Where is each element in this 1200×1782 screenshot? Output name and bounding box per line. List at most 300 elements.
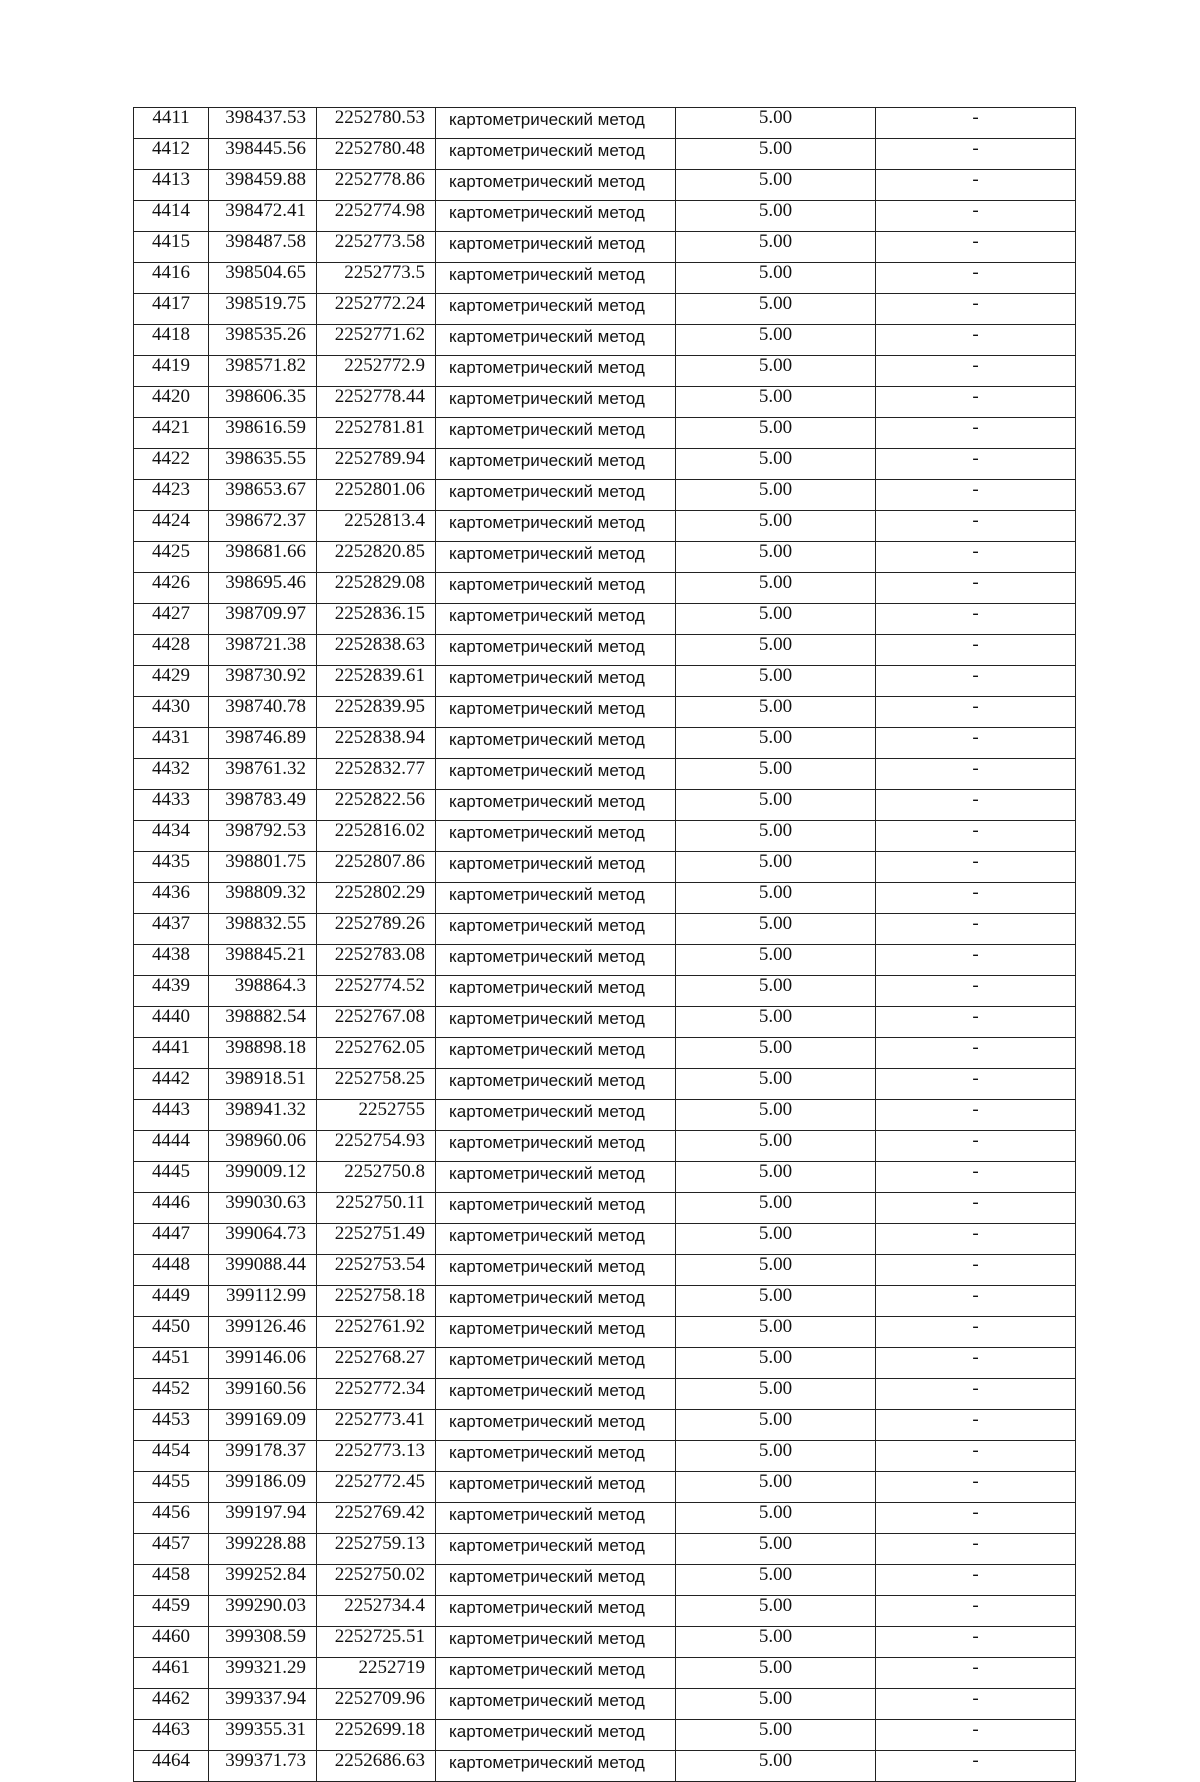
accuracy-cell: 5.00 [676,511,876,542]
x-coordinate-cell: 399252.84 [209,1565,317,1596]
accuracy-cell: 5.00 [676,1472,876,1503]
table-row [134,914,1076,945]
accuracy-cell: 5.00 [676,1379,876,1410]
point-number-cell: 4422 [134,449,209,480]
method-cell: картометрический метод [436,1410,676,1441]
accuracy-cell: 5.00 [676,1658,876,1689]
y-coordinate-cell: 2252816.02 [317,821,436,852]
note-cell: - [876,449,1076,480]
method-cell: картометрический метод [436,1658,676,1689]
point-number-cell: 4460 [134,1627,209,1658]
x-coordinate-cell: 399169.09 [209,1410,317,1441]
x-coordinate-cell: 398809.32 [209,883,317,914]
x-coordinate-cell: 398960.06 [209,1131,317,1162]
method-cell: картометрический метод [436,945,676,976]
table-row [134,1658,1076,1689]
point-number-cell: 4456 [134,1503,209,1534]
method-cell: картометрический метод [436,1751,676,1782]
point-number-cell: 4415 [134,232,209,263]
table-row [134,790,1076,821]
method-cell: картометрический метод [436,1317,676,1348]
y-coordinate-cell: 2252813.4 [317,511,436,542]
y-coordinate-cell: 2252780.53 [317,108,436,139]
y-coordinate-cell: 2252755 [317,1100,436,1131]
method-cell: картометрический метод [436,666,676,697]
y-coordinate-cell: 2252772.34 [317,1379,436,1410]
table-row [134,108,1076,139]
accuracy-cell: 5.00 [676,1193,876,1224]
note-cell: - [876,1131,1076,1162]
note-cell: - [876,852,1076,883]
method-cell: картометрический метод [436,294,676,325]
method-cell: картометрический метод [436,1255,676,1286]
x-coordinate-cell: 398535.26 [209,325,317,356]
table-row [134,1720,1076,1751]
x-coordinate-cell: 398606.35 [209,387,317,418]
point-number-cell: 4418 [134,325,209,356]
table-row [134,1255,1076,1286]
accuracy-cell: 5.00 [676,232,876,263]
table-row [134,883,1076,914]
accuracy-cell: 5.00 [676,1348,876,1379]
accuracy-cell: 5.00 [676,914,876,945]
table-row [134,1131,1076,1162]
note-cell: - [876,1286,1076,1317]
point-number-cell: 4453 [134,1410,209,1441]
x-coordinate-cell: 398504.65 [209,263,317,294]
method-cell: картометрический метод [436,790,676,821]
x-coordinate-cell: 399126.46 [209,1317,317,1348]
x-coordinate-cell: 399186.09 [209,1472,317,1503]
x-coordinate-cell: 399355.31 [209,1720,317,1751]
accuracy-cell: 5.00 [676,356,876,387]
x-coordinate-cell: 399160.56 [209,1379,317,1410]
y-coordinate-cell: 2252772.9 [317,356,436,387]
y-coordinate-cell: 2252802.29 [317,883,436,914]
accuracy-cell: 5.00 [676,542,876,573]
point-number-cell: 4437 [134,914,209,945]
x-coordinate-cell: 399290.03 [209,1596,317,1627]
x-coordinate-cell: 398882.54 [209,1007,317,1038]
x-coordinate-cell: 398845.21 [209,945,317,976]
method-cell: картометрический метод [436,821,676,852]
accuracy-cell: 5.00 [676,821,876,852]
y-coordinate-cell: 2252686.63 [317,1751,436,1782]
note-cell: - [876,387,1076,418]
point-number-cell: 4438 [134,945,209,976]
table-row [134,1534,1076,1565]
point-number-cell: 4417 [134,294,209,325]
y-coordinate-cell: 2252774.52 [317,976,436,1007]
point-number-cell: 4439 [134,976,209,1007]
point-number-cell: 4432 [134,759,209,790]
x-coordinate-cell: 399228.88 [209,1534,317,1565]
note-cell: - [876,1658,1076,1689]
accuracy-cell: 5.00 [676,573,876,604]
table-row [134,1751,1076,1782]
y-coordinate-cell: 2252832.77 [317,759,436,790]
method-cell: картометрический метод [436,697,676,728]
note-cell: - [876,635,1076,666]
accuracy-cell: 5.00 [676,1627,876,1658]
accuracy-cell: 5.00 [676,790,876,821]
note-cell: - [876,728,1076,759]
x-coordinate-cell: 398864.3 [209,976,317,1007]
y-coordinate-cell: 2252836.15 [317,604,436,635]
method-cell: картометрический метод [436,232,676,263]
table-row [134,945,1076,976]
note-cell: - [876,1379,1076,1410]
table-row [134,263,1076,294]
point-number-cell: 4433 [134,790,209,821]
table-row [134,511,1076,542]
accuracy-cell: 5.00 [676,1038,876,1069]
point-number-cell: 4426 [134,573,209,604]
y-coordinate-cell: 2252762.05 [317,1038,436,1069]
table-row [134,480,1076,511]
point-number-cell: 4431 [134,728,209,759]
table-row [134,201,1076,232]
method-cell: картометрический метод [436,480,676,511]
point-number-cell: 4434 [134,821,209,852]
point-number-cell: 4421 [134,418,209,449]
x-coordinate-cell: 399112.99 [209,1286,317,1317]
note-cell: - [876,356,1076,387]
method-cell: картометрический метод [436,1689,676,1720]
x-coordinate-cell: 398730.92 [209,666,317,697]
point-number-cell: 4412 [134,139,209,170]
point-number-cell: 4450 [134,1317,209,1348]
table-row [134,1162,1076,1193]
table-row [134,387,1076,418]
point-number-cell: 4413 [134,170,209,201]
y-coordinate-cell: 2252768.27 [317,1348,436,1379]
point-number-cell: 4458 [134,1565,209,1596]
table-row [134,1286,1076,1317]
note-cell: - [876,759,1076,790]
y-coordinate-cell: 2252783.08 [317,945,436,976]
method-cell: картометрический метод [436,1441,676,1472]
accuracy-cell: 5.00 [676,1596,876,1627]
note-cell: - [876,1627,1076,1658]
note-cell: - [876,697,1076,728]
note-cell: - [876,263,1076,294]
method-cell: картометрический метод [436,356,676,387]
note-cell: - [876,1100,1076,1131]
accuracy-cell: 5.00 [676,852,876,883]
y-coordinate-cell: 2252750.8 [317,1162,436,1193]
table-row [134,1224,1076,1255]
method-cell: картометрический метод [436,542,676,573]
point-number-cell: 4429 [134,666,209,697]
y-coordinate-cell: 2252774.98 [317,201,436,232]
y-coordinate-cell: 2252699.18 [317,1720,436,1751]
y-coordinate-cell: 2252773.41 [317,1410,436,1441]
note-cell: - [876,821,1076,852]
point-number-cell: 4464 [134,1751,209,1782]
point-number-cell: 4454 [134,1441,209,1472]
y-coordinate-cell: 2252839.61 [317,666,436,697]
x-coordinate-cell: 399146.06 [209,1348,317,1379]
x-coordinate-cell: 398721.38 [209,635,317,666]
x-coordinate-cell: 398681.66 [209,542,317,573]
method-cell: картометрический метод [436,635,676,666]
note-cell: - [876,1534,1076,1565]
accuracy-cell: 5.00 [676,1007,876,1038]
method-cell: картометрический метод [436,1596,676,1627]
point-number-cell: 4455 [134,1472,209,1503]
note-cell: - [876,1038,1076,1069]
accuracy-cell: 5.00 [676,325,876,356]
method-cell: картометрический метод [436,604,676,635]
note-cell: - [876,1751,1076,1782]
x-coordinate-cell: 398761.32 [209,759,317,790]
note-cell: - [876,1565,1076,1596]
x-coordinate-cell: 399321.29 [209,1658,317,1689]
method-cell: картометрический метод [436,914,676,945]
method-cell: картометрический метод [436,1100,676,1131]
note-cell: - [876,666,1076,697]
point-number-cell: 4446 [134,1193,209,1224]
y-coordinate-cell: 2252773.58 [317,232,436,263]
table-row [134,1565,1076,1596]
method-cell: картометрический метод [436,1224,676,1255]
x-coordinate-cell: 398519.75 [209,294,317,325]
table-row [134,1410,1076,1441]
method-cell: картометрический метод [436,1348,676,1379]
accuracy-cell: 5.00 [676,1503,876,1534]
x-coordinate-cell: 398740.78 [209,697,317,728]
x-coordinate-cell: 399064.73 [209,1224,317,1255]
x-coordinate-cell: 398941.32 [209,1100,317,1131]
method-cell: картометрический метод [436,139,676,170]
point-number-cell: 4424 [134,511,209,542]
table-row [134,759,1076,790]
accuracy-cell: 5.00 [676,449,876,480]
y-coordinate-cell: 2252750.11 [317,1193,436,1224]
point-number-cell: 4430 [134,697,209,728]
point-number-cell: 4444 [134,1131,209,1162]
note-cell: - [876,480,1076,511]
point-number-cell: 4425 [134,542,209,573]
table-row [134,852,1076,883]
table-row [134,1069,1076,1100]
note-cell: - [876,542,1076,573]
method-cell: картометрический метод [436,1720,676,1751]
y-coordinate-cell: 2252778.44 [317,387,436,418]
y-coordinate-cell: 2252789.94 [317,449,436,480]
accuracy-cell: 5.00 [676,1534,876,1565]
note-cell: - [876,604,1076,635]
note-cell: - [876,976,1076,1007]
table-row [134,449,1076,480]
point-number-cell: 4416 [134,263,209,294]
y-coordinate-cell: 2252781.81 [317,418,436,449]
x-coordinate-cell: 398635.55 [209,449,317,480]
point-number-cell: 4463 [134,1720,209,1751]
y-coordinate-cell: 2252838.94 [317,728,436,759]
method-cell: картометрический метод [436,1379,676,1410]
accuracy-cell: 5.00 [676,1751,876,1782]
point-number-cell: 4448 [134,1255,209,1286]
method-cell: картометрический метод [436,325,676,356]
y-coordinate-cell: 2252773.13 [317,1441,436,1472]
accuracy-cell: 5.00 [676,1441,876,1472]
table-row [134,1472,1076,1503]
note-cell: - [876,1193,1076,1224]
note-cell: - [876,139,1076,170]
coordinates-table-body [134,108,1076,1782]
x-coordinate-cell: 399088.44 [209,1255,317,1286]
x-coordinate-cell: 399337.94 [209,1689,317,1720]
point-number-cell: 4452 [134,1379,209,1410]
x-coordinate-cell: 398571.82 [209,356,317,387]
note-cell: - [876,170,1076,201]
y-coordinate-cell: 2252829.08 [317,573,436,604]
point-number-cell: 4447 [134,1224,209,1255]
note-cell: - [876,914,1076,945]
accuracy-cell: 5.00 [676,976,876,1007]
accuracy-cell: 5.00 [676,945,876,976]
accuracy-cell: 5.00 [676,1410,876,1441]
y-coordinate-cell: 2252761.92 [317,1317,436,1348]
x-coordinate-cell: 398487.58 [209,232,317,263]
x-coordinate-cell: 398783.49 [209,790,317,821]
point-number-cell: 4420 [134,387,209,418]
accuracy-cell: 5.00 [676,759,876,790]
accuracy-cell: 5.00 [676,480,876,511]
note-cell: - [876,201,1076,232]
table-row [134,1596,1076,1627]
note-cell: - [876,1255,1076,1286]
table-row [134,1348,1076,1379]
x-coordinate-cell: 398792.53 [209,821,317,852]
accuracy-cell: 5.00 [676,604,876,635]
note-cell: - [876,1348,1076,1379]
note-cell: - [876,1503,1076,1534]
y-coordinate-cell: 2252789.26 [317,914,436,945]
method-cell: картометрический метод [436,728,676,759]
point-number-cell: 4419 [134,356,209,387]
x-coordinate-cell: 398801.75 [209,852,317,883]
table-row [134,418,1076,449]
point-number-cell: 4440 [134,1007,209,1038]
method-cell: картометрический метод [436,976,676,1007]
method-cell: картометрический метод [436,170,676,201]
note-cell: - [876,1410,1076,1441]
accuracy-cell: 5.00 [676,170,876,201]
y-coordinate-cell: 2252754.93 [317,1131,436,1162]
accuracy-cell: 5.00 [676,1689,876,1720]
method-cell: картометрический метод [436,852,676,883]
point-number-cell: 4427 [134,604,209,635]
note-cell: - [876,1596,1076,1627]
y-coordinate-cell: 2252709.96 [317,1689,436,1720]
table-row [134,1689,1076,1720]
y-coordinate-cell: 2252767.08 [317,1007,436,1038]
point-number-cell: 4457 [134,1534,209,1565]
point-number-cell: 4435 [134,852,209,883]
table-row [134,604,1076,635]
point-number-cell: 4411 [134,108,209,139]
y-coordinate-cell: 2252734.4 [317,1596,436,1627]
x-coordinate-cell: 399308.59 [209,1627,317,1658]
point-number-cell: 4459 [134,1596,209,1627]
y-coordinate-cell: 2252759.13 [317,1534,436,1565]
accuracy-cell: 5.00 [676,108,876,139]
table-row [134,976,1076,1007]
note-cell: - [876,108,1076,139]
x-coordinate-cell: 399197.94 [209,1503,317,1534]
note-cell: - [876,945,1076,976]
note-cell: - [876,1472,1076,1503]
y-coordinate-cell: 2252772.45 [317,1472,436,1503]
method-cell: картометрический метод [436,1627,676,1658]
accuracy-cell: 5.00 [676,1131,876,1162]
x-coordinate-cell: 399009.12 [209,1162,317,1193]
note-cell: - [876,294,1076,325]
x-coordinate-cell: 399371.73 [209,1751,317,1782]
x-coordinate-cell: 398459.88 [209,170,317,201]
method-cell: картометрический метод [436,1534,676,1565]
y-coordinate-cell: 2252758.18 [317,1286,436,1317]
x-coordinate-cell: 398616.59 [209,418,317,449]
accuracy-cell: 5.00 [676,666,876,697]
x-coordinate-cell: 398695.46 [209,573,317,604]
point-number-cell: 4445 [134,1162,209,1193]
table-row [134,697,1076,728]
point-number-cell: 4462 [134,1689,209,1720]
point-number-cell: 4436 [134,883,209,914]
point-number-cell: 4449 [134,1286,209,1317]
accuracy-cell: 5.00 [676,1162,876,1193]
x-coordinate-cell: 398832.55 [209,914,317,945]
method-cell: картометрический метод [436,1193,676,1224]
method-cell: картометрический метод [436,1007,676,1038]
accuracy-cell: 5.00 [676,1069,876,1100]
accuracy-cell: 5.00 [676,635,876,666]
note-cell: - [876,1224,1076,1255]
table-row [134,1317,1076,1348]
method-cell: картометрический метод [436,759,676,790]
note-cell: - [876,1007,1076,1038]
table-row [134,1038,1076,1069]
accuracy-cell: 5.00 [676,263,876,294]
x-coordinate-cell: 398437.53 [209,108,317,139]
point-number-cell: 4451 [134,1348,209,1379]
accuracy-cell: 5.00 [676,418,876,449]
point-number-cell: 4443 [134,1100,209,1131]
table-row [134,356,1076,387]
y-coordinate-cell: 2252838.63 [317,635,436,666]
x-coordinate-cell: 399030.63 [209,1193,317,1224]
method-cell: картометрический метод [436,573,676,604]
table-row [134,666,1076,697]
note-cell: - [876,1689,1076,1720]
accuracy-cell: 5.00 [676,1317,876,1348]
y-coordinate-cell: 2252758.25 [317,1069,436,1100]
accuracy-cell: 5.00 [676,1565,876,1596]
note-cell: - [876,1441,1076,1472]
table-row [134,1503,1076,1534]
method-cell: картометрический метод [436,201,676,232]
table-row [134,294,1076,325]
y-coordinate-cell: 2252725.51 [317,1627,436,1658]
method-cell: картометрический метод [436,1069,676,1100]
accuracy-cell: 5.00 [676,294,876,325]
y-coordinate-cell: 2252751.49 [317,1224,436,1255]
note-cell: - [876,790,1076,821]
